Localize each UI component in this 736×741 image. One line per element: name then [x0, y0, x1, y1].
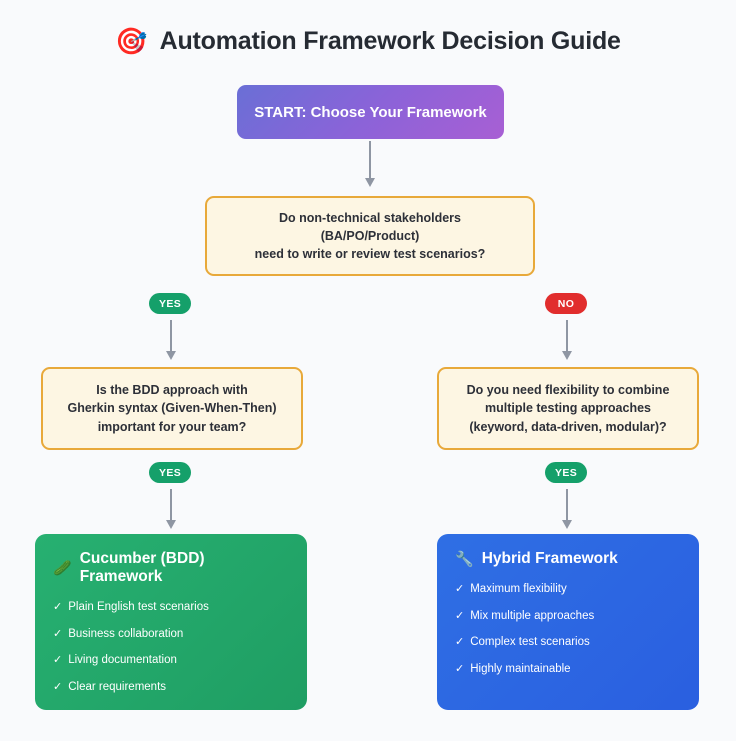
edge-label-yes-3: YES: [545, 462, 587, 483]
list-item: [53, 602, 289, 614]
list-item-label: Mix multiple approaches: [470, 609, 595, 622]
list-item-label: Complex test scenarios: [470, 636, 590, 648]
decision-1-line-3: need to write or review test scenarios?: [254, 247, 486, 262]
result-card-cucumber-title-text: Cucumber (BDD) Framework: [79, 550, 205, 585]
list-item-label: Business collaboration: [68, 627, 184, 640]
decision-node-flexibility[interactable]: [437, 367, 699, 450]
list-item-label: Maximum flexibility: [470, 583, 567, 595]
edge-label-no-1: NO: [545, 293, 587, 314]
decision-node-stakeholders[interactable]: [205, 196, 535, 276]
result-card-cucumber-list: [53, 602, 289, 693]
arrow-yes3-to-hybrid: [566, 489, 568, 521]
decision-3-line-2: multiple testing approaches: [484, 401, 651, 416]
edge-label-yes-2: YES: [149, 462, 191, 483]
start-node-label: START: Choose Your Framework: [254, 103, 487, 121]
decision-3-line-1: Do you need flexibility to combine: [466, 383, 670, 398]
list-item-label: Living documentation: [68, 654, 177, 666]
result-card-cucumber[interactable]: [35, 534, 307, 710]
target-icon: 🎯: [115, 26, 148, 56]
check-icon: ✓: [455, 636, 465, 649]
decision-2-line-1: Is the BDD approach with: [96, 383, 248, 398]
wrench-icon: 🔧: [455, 551, 474, 568]
arrow-yes2-to-cucumber: [170, 489, 172, 521]
decision-1-line-1: Do non-technical stakeholders: [279, 210, 461, 225]
result-card-hybrid-title-text: Hybrid Framework: [481, 550, 618, 567]
decision-1-line-2: (BA/PO/Product): [320, 228, 420, 243]
check-icon: ✓: [53, 654, 63, 667]
check-icon: ✓: [53, 680, 63, 693]
check-icon: ✓: [53, 601, 63, 614]
decision-2-line-2: Gherkin syntax (Given-When-Then): [67, 401, 277, 416]
result-card-cucumber-title: [53, 550, 289, 586]
arrow-yes1-to-decision2: [170, 320, 172, 352]
result-card-hybrid-title: [455, 550, 681, 568]
check-icon: ✓: [455, 583, 465, 596]
result-card-hybrid[interactable]: [437, 534, 699, 710]
decision-3-line-3: (keyword, data-driven, modular)?: [469, 419, 667, 434]
start-node[interactable]: [237, 85, 504, 139]
list-item: [53, 682, 289, 694]
decision-node-bdd-gherkin[interactable]: [41, 367, 303, 450]
decision-2-line-3: important for your team?: [97, 419, 247, 434]
list-item: [455, 664, 681, 676]
list-item-label: Clear requirements: [68, 680, 167, 693]
list-item: [455, 584, 681, 596]
list-item: [53, 655, 289, 667]
cucumber-icon: 🥒: [53, 560, 72, 577]
check-icon: ✓: [455, 609, 465, 622]
edge-label-yes-1: YES: [149, 293, 191, 314]
result-card-hybrid-list: [455, 584, 681, 675]
arrow-start-to-decision1: [369, 141, 371, 179]
list-item: [455, 637, 681, 649]
list-item: [455, 611, 681, 623]
page-title: Automation Framework Decision Guide: [159, 26, 621, 55]
arrow-no1-to-decision3: [566, 320, 568, 352]
list-item: [53, 629, 289, 641]
list-item-label: Highly maintainable: [470, 662, 571, 675]
check-icon: ✓: [53, 627, 63, 640]
list-item-label: Plain English test scenarios: [68, 601, 209, 613]
check-icon: ✓: [455, 662, 465, 675]
